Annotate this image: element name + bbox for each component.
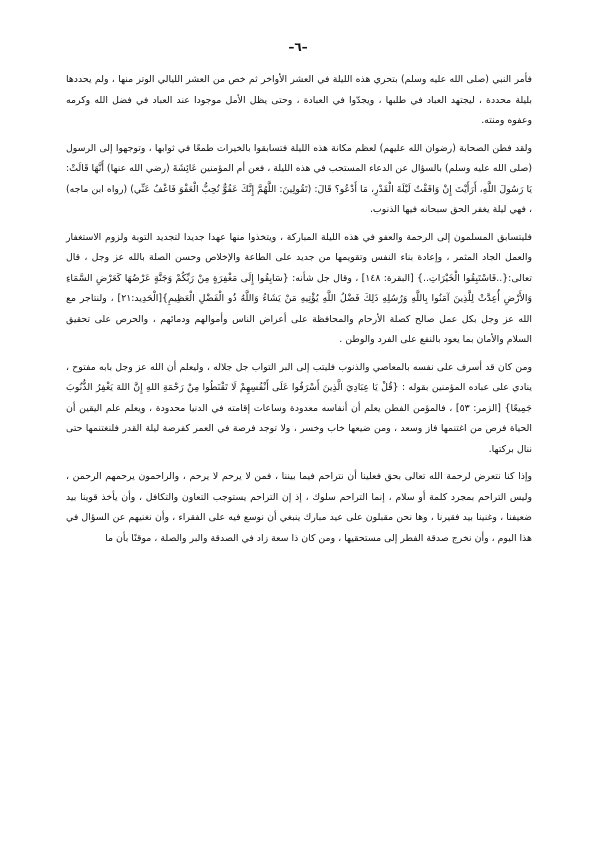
paragraph: وإذا كنا نتعرض لرحمة الله تعالى بحق فعلينا أن نتراحم فيما بيننا ، فمن لا يرحم لا يرحم ، والراحمون يرحمهم الرحمن ، وليس التراحم بمجرد كلمة أو سلام ، إنما التراحم سلوك ، إذ إن التراحم يستوجب التعاون والتكافل ، وأن يأخذ قوينا بيد ضعيفنا ، وغنينا بيد فقيرنا ، وها نحن مقبلون على عيد مبارك ينبغي أن نوسع فيه على الفقراء ، وأن نغنيهم عن السؤال في هذا اليوم ، وأن نخرج صدقة الفطر إلى مستحقيها ، ومن كان ذا سعة زاد في الصدقة والبر والصلة ، موقنًا بأن ما [66, 471, 532, 544]
paragraph: فليتسابق المسلمون إلى الرحمة والعفو في هذه الليلة المباركة ، ويتخذوا منها عهدا جديدا لتجديد التوبة ولزوم الاستغفار والعمل الجاد المثمر ، وإعادة بناء النفس وتقويمها من جديد على الطاعة والإخلاص وحسن الصلة بالله عز وجل ، قال تعالى:{..فَاسْتَبِقُوا الْخَيْرَاتِ..} [البقرة: ١٤٨] ، وقال جل شأنه: {سَابِقُوا إِلَى مَغْفِرَةٍ مِنْ رَبِّكُمْ وَجَنَّةٍ عَرْضُهَا كَعَرْضِ السَّمَاءِ وَالأَرْضِ أُعِدَّتْ لِلَّذِينَ آمَنُوا بِاللَّهِ وَرُسُلِهِ ذَلِكَ فَضْلُ اللَّهِ يُؤْتِيهِ مَنْ يَشَاءُ وَاللَّهُ ذُو الْفَضْلِ الْعَظِيمِ}[الْحَدِيد:٢١] ، ولنتاجر مع الله عز وجل بكل عمل صالح كصلة الأرحام والمحافظة على أعراض الناس وأموالهم ودمائهم ، والحرص على تحقيق السلام والأمان بما يعود بالنفع على الفرد والوطن . [66, 231, 532, 345]
body-text [66, 70, 532, 556]
paragraph: ولقد فطن الصحابة (رضوان الله عليهم) لعظم مكانة هذه الليلة فتسابقوا بالخيرات طمعًا في ثوابها ، وتوجهوا إلى الرسول (صلى الله عليه وسلم) بالسؤال عن الدعاء المستحب في هذه الليلة ، فعن أم المؤمنين عَائِشَةَ (رضي الله عنها) أَنَّهَا قَالَتْ: يَا رَسُولَ اللَّهِ، أَرَأَيْتَ إِنْ وَافَقْتُ لَيْلَةَ الْقَدْرِ، مَا أَدْعُو؟ قَالَ: (تَقُولِينَ: اللَّهُمَّ إِنَّكَ عَفُوٌّ تُحِبُّ الْعَفْوَ فَاعْفُ عَنِّي) (رواه ابن ماجه) ، فهي ليلة يغفر الحق سبحانه فيها الذنوب. [66, 142, 532, 215]
paragraph: ومن كان قد أسرف على نفسه بالمعاصي والذنوب فليتب إلى البر التواب جل جلاله ، وليعلم أن الله عز وجل بابه مفتوح ، ينادي على عباده المؤمنين بقوله : {قُلْ يَا عِبَادِيَ الَّذِينَ أَسْرَفُوا عَلَى أَنْفُسِهِمْ لَا تَقْنَطُوا مِنْ رَحْمَةِ اللهِ إِنَّ اللهَ يَغْفِرُ الذُّنُوبَ جَمِيعًا} [الزمر: ٥٣] ، فالمؤمن الفطن يعلم أن أنفاسه معدودة وساعات إقامته في الدنيا محدودة ، ويعلم علم اليقين أن الحياة فرص من اغتنمها فاز وسعد ، ومن ضيعها خاب وخسر ، ولا توجد فرصة في العمر كفرصة ليلة القدر فلنغتنمها حتى ننال بركتها. [66, 361, 532, 455]
paragraph: فأمر النبي (صلى الله عليه وسلم) بتحري هذه الليلة في العشر الأواخر ثم خص من العشر الليالي الوتر منها ، ولم يحددها بليلة محددة ، ليجتهد العباد في طلبها ، ويجدّوا في العبادة ، وحتى يظل الأمل موجودا عند العباد في فضل الله وكرمه وعفوه ومنته. [66, 74, 532, 126]
page-number: –٦– [288, 40, 308, 54]
